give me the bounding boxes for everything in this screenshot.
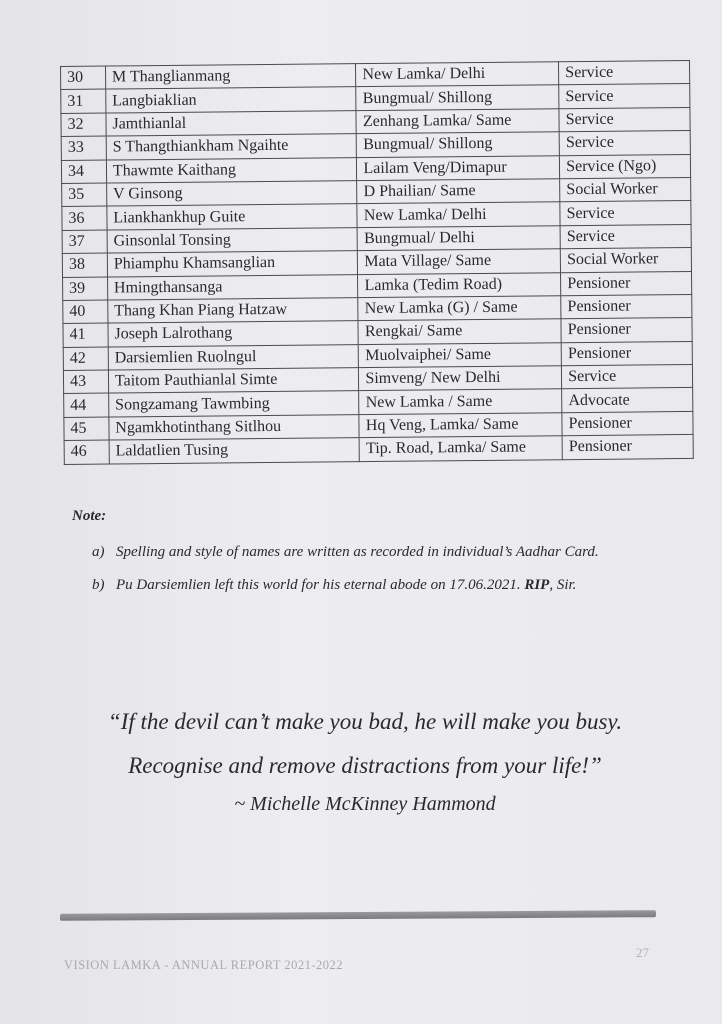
cell-place: Simveng/ New Delhi — [359, 366, 562, 391]
note-text: Spelling and style of names are written as recorded in individual’s Aadhar Card. — [116, 544, 599, 560]
cell-occupation: Pensioner — [561, 294, 692, 319]
cell-occupation: Service — [559, 107, 690, 132]
cell-place: Zenhang Lamka/ Same — [356, 108, 559, 133]
cell-place: New Lamka (G) / Same — [358, 296, 561, 321]
cell-occupation: Pensioner — [562, 411, 693, 436]
cell-name: Darsiemlien Ruolngul — [108, 344, 359, 370]
cell-name: Phiamphu Khamsanglian — [107, 251, 358, 277]
cell-place: Hq Veng, Lamka/ Same — [359, 413, 562, 438]
cell-place: Lailam Veng/Dimapur — [357, 155, 560, 180]
cell-number: 42 — [63, 347, 108, 371]
cell-name: Thang Khan Piang Hatzaw — [108, 298, 359, 324]
cell-name: Thawmte Kaithang — [106, 157, 357, 183]
cell-occupation: Service (Ngo) — [560, 154, 691, 179]
quote-line-2: Recognise and remove distractions from your life!” — [128, 753, 602, 778]
cell-place: D Phailian/ Same — [357, 179, 560, 204]
cell-name: Liankhankhup Guite — [107, 204, 358, 230]
cell-place: Rengkai/ Same — [358, 319, 561, 344]
note-item-b — [92, 571, 652, 600]
cell-occupation: Service — [559, 60, 690, 85]
cell-number: 44 — [64, 394, 109, 418]
cell-place: New Lamka/ Delhi — [356, 62, 559, 87]
cell-number: 35 — [62, 183, 107, 207]
cell-number: 36 — [62, 206, 107, 230]
cell-name: V Ginsong — [107, 181, 358, 207]
cell-number: 45 — [64, 417, 109, 441]
cell-name: Ngamkhotinthang Sitlhou — [109, 415, 360, 441]
cell-name: Hmingthansanga — [107, 274, 358, 300]
note-text — [116, 571, 652, 600]
cell-number: 38 — [62, 253, 107, 277]
cell-number: 33 — [61, 136, 106, 160]
cell-occupation: Service — [560, 224, 691, 249]
cell-place: Lamka (Tedim Road) — [358, 272, 561, 297]
cell-place: New Lamka / Same — [359, 389, 562, 414]
cell-occupation: Pensioner — [561, 318, 692, 343]
members-table — [60, 60, 694, 465]
cell-name: Laldatlien Tusing — [109, 438, 360, 464]
cell-occupation: Pensioner — [561, 271, 692, 296]
cell-number: 37 — [62, 230, 107, 254]
members-table-body — [61, 60, 694, 464]
quote-line-1: “If the devil can’t make you bad, he will make you busy. — [107, 709, 623, 734]
cell-name: Taitom Pauthianlal Simte — [108, 368, 359, 394]
note-text-end: , Sir. — [549, 577, 577, 593]
note-text-start: Pu Darsiemlien left this world for his eternal abode on 17.06.2021. — [116, 577, 525, 593]
cell-occupation: Advocate — [562, 388, 693, 413]
cell-number: 46 — [64, 440, 109, 464]
cell-place: Tip. Road, Lamka/ Same — [359, 436, 562, 461]
cell-place: Bungmual/ Shillong — [356, 85, 559, 110]
note-title: Note: — [72, 508, 107, 524]
cell-name: Songzamang Tawmbing — [109, 391, 360, 417]
page-number: 27 — [636, 945, 649, 960]
cell-occupation: Pensioner — [561, 341, 692, 366]
cell-name: S Thangthiankham Ngaihte — [106, 134, 357, 160]
cell-place: Muolvaiphei/ Same — [359, 342, 562, 367]
cell-number: 39 — [63, 277, 108, 301]
footer-text: VISION LAMKA - ANNUAL REPORT 2021-2022 — [64, 958, 344, 972]
cell-number: 40 — [63, 300, 108, 324]
cell-name: Langbiaklian — [106, 87, 357, 113]
quote-block — [40, 700, 690, 820]
cell-name: M Thanglianmang — [105, 64, 356, 90]
cell-number: 32 — [61, 113, 106, 137]
quote-author: ~ Michelle McKinney Hammond — [234, 793, 496, 815]
note-item-a — [92, 538, 652, 567]
cell-place: Bungmual/ Shillong — [357, 132, 560, 157]
cell-occupation: Service — [559, 131, 690, 156]
notes-list — [92, 538, 652, 604]
note-marker: b) — [92, 577, 105, 593]
cell-number: 41 — [63, 323, 108, 347]
cell-occupation: Pensioner — [562, 435, 693, 460]
cell-occupation: Social Worker — [560, 248, 691, 273]
cell-occupation: Service — [562, 365, 693, 390]
cell-occupation: Social Worker — [560, 177, 691, 202]
cell-number: 34 — [61, 160, 106, 184]
cell-number: 43 — [63, 370, 108, 394]
cell-name: Ginsonlal Tonsing — [107, 227, 358, 253]
cell-place: New Lamka/ Delhi — [357, 202, 560, 227]
cell-number: 31 — [61, 89, 106, 113]
cell-name: Jamthianlal — [106, 110, 357, 136]
cell-place: Mata Village/ Same — [358, 249, 561, 274]
cell-name: Joseph Lalrothang — [108, 321, 359, 347]
note-text-bold: RIP — [524, 577, 550, 593]
cell-number: 30 — [61, 66, 106, 90]
note-marker: a) — [92, 544, 105, 560]
cell-occupation: Service — [559, 84, 690, 109]
footer-rule — [60, 910, 656, 921]
cell-occupation: Service — [560, 201, 691, 226]
cell-place: Bungmual/ Delhi — [357, 225, 560, 250]
